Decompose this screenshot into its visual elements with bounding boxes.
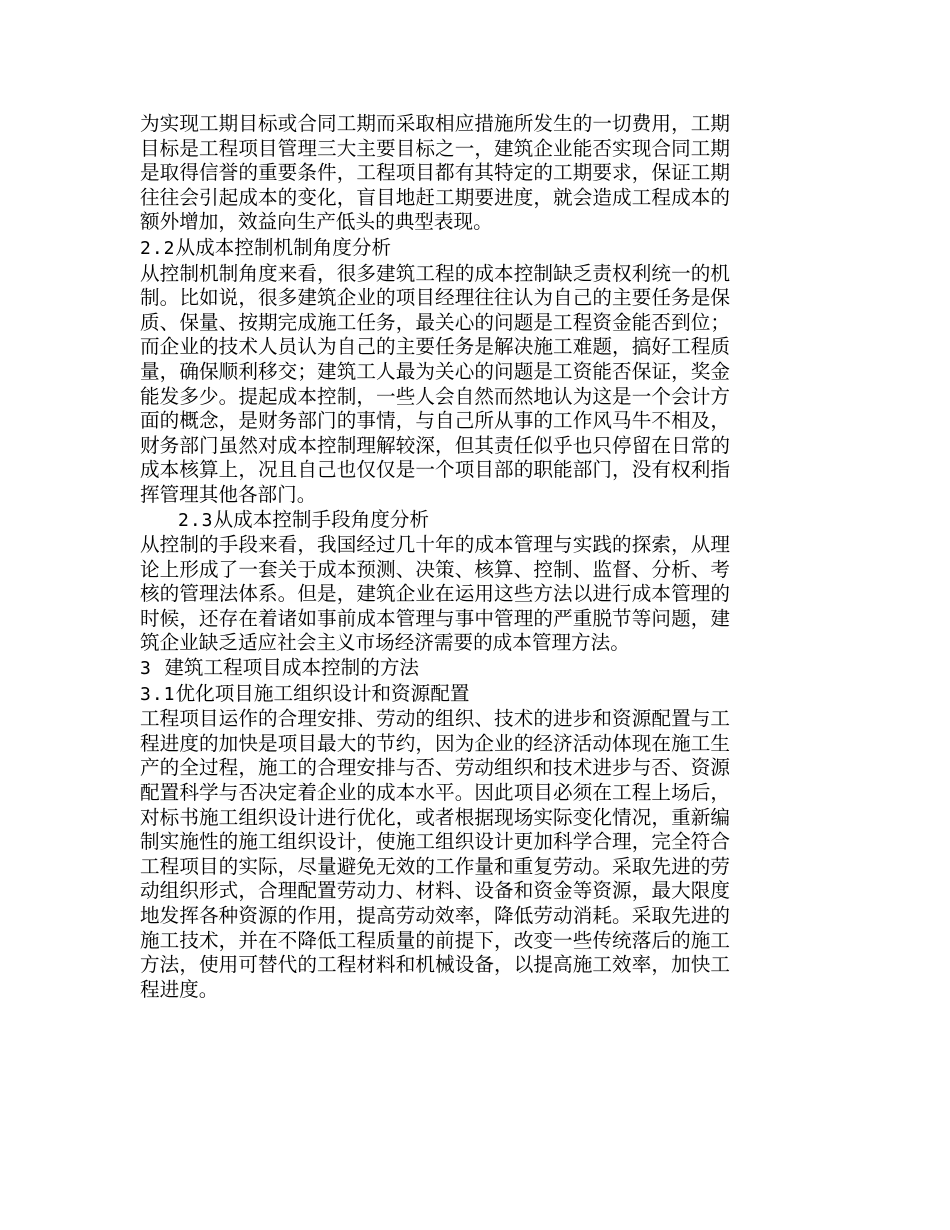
heading-title: 从成本控制手段角度分析 xyxy=(213,507,430,531)
paragraph-3-1: 工程项目运作的合理安排、劳动的组织、技术的进步和资源配置与工程进度的加快是项目最大的节约，因为企业的经济活动体现在施工生产的全过程，施工的合理安排与否、劳动组织和技术进步与否、资源配置科学与否决定着企业的成本水平。因此项目必须在工程上场后，对标书施工组织设计进行优化，或者根据现场实际变化情况，重新编制实施性的施工组织设计，使施工组织设计更加科学合理，完全符合工程项目的实际，尽量避免无效的工作量和重复劳动。采取先进的劳动组织形式，合理配置劳动力、材料、设备和资金等资源，最大限度地发挥各种资源的作用，提高劳动效率，降低劳动消耗。采取先进的施工技术，并在不降低工程质量的前提下，改变一些传统落后的施工方法，使用可替代的工程材料和机械设备，以提高施工效率，加快工程进度。 xyxy=(140,707,730,1001)
heading-title: 建筑工程项目成本控制的方法 xyxy=(164,656,420,680)
heading-title: 优化项目施工组织设计和资源配置 xyxy=(175,681,470,705)
heading-number: 3.1 xyxy=(140,683,176,705)
heading-3-1 xyxy=(140,682,730,708)
document-page xyxy=(140,112,730,1002)
paragraph-2-2: 从控制机制角度来看，很多建筑工程的成本控制缺乏责权利统一的机制。比如说，很多建筑企业的项目经理往往认为自己的主要任务是保质、保量、按期完成施工任务，最关心的问题是工程资金能否到位；而企业的技术人员认为自己的主要任务是解决施工难题，搞好工程质量，确保顺利移交；建筑工人最为关心的问题是工资能否保证，奖金能发多少。提起成本控制，一些人会自然而然地认为这是一个会计方面的概念，是财务部门的事情，与自己所从事的工作风马牛不相及，财务部门虽然对成本控制理解较深，但其责任似乎也只停留在日常的成本核算上，况且自己也仅仅是一个项目部的职能部门，没有权利指挥管理其他各部门。 xyxy=(140,261,730,506)
heading-title: 从成本控制机制角度分析 xyxy=(175,235,392,259)
paragraph-2-3: 从控制的手段来看，我国经过几十年的成本管理与实践的探索，从理论上形成了一套关于成本预测、决策、核算、控制、监督、分析、考核的管理法体系。但是，建筑企业在运用这些方法以进行成本管理的时候，还存在着诸如事前成本管理与事中管理的严重脱节等问题，建筑企业缺乏适应社会主义市场经济需要的成本管理方法。 xyxy=(140,533,730,655)
heading-number: 3 xyxy=(140,658,152,680)
heading-number: 2.3 xyxy=(178,509,214,531)
heading-3 xyxy=(140,656,730,682)
heading-number: 2.2 xyxy=(140,237,176,259)
heading-2-3 xyxy=(140,508,730,534)
heading-2-2 xyxy=(140,236,730,262)
paragraph-intro: 为实现工期目标或合同工期而采取相应措施所发生的一切费用，工期目标是工程项目管理三大主要目标之一，建筑企业能否实现合同工期是取得信誉的重要条件，工程项目都有其特定的工期要求，保证工期往往会引起成本的变化，盲目地赶工期要进度，就会造成工程成本的额外增加，效益向生产低头的典型表现。 xyxy=(140,112,730,234)
